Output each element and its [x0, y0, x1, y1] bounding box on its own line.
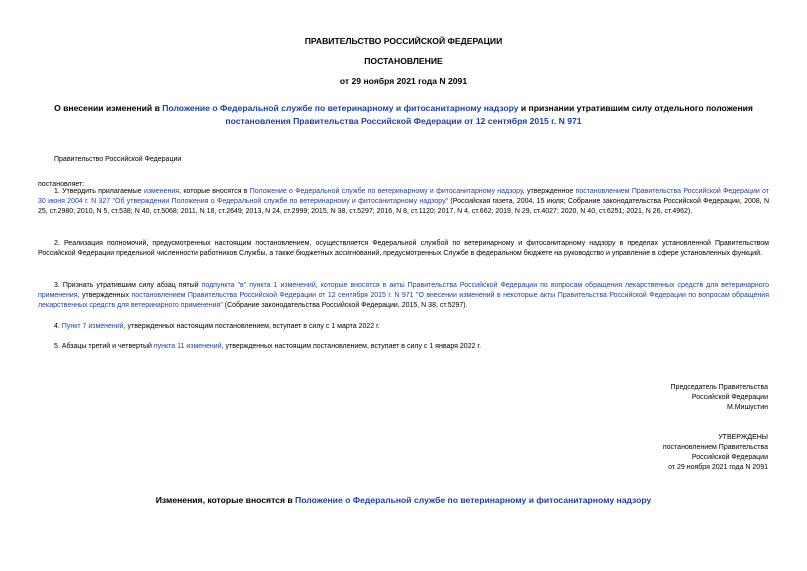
p4-text-b: , утвержденных настоящим постановлением, вступает в силу с 1 марта 2022 г. [123, 323, 380, 330]
approval-line-1: УТВЕРЖДЕНЫ [718, 434, 768, 441]
title-text-mid: и признании утратившим силу отдельного положения [518, 103, 753, 113]
approval-line-3: Российской Федерации [691, 454, 768, 461]
changes-text-pre: Изменения, которые вносятся в [155, 495, 296, 505]
title-link-decree-971[interactable]: постановления Правительства Российской Федерации от 12 сентября 2015 г. N 971 [225, 116, 582, 126]
p1-text-a: 1. Утвердить прилагаемые [54, 188, 144, 195]
approval-line-4: от 29 ноября 2021 года N 2091 [668, 464, 768, 471]
p5-text-a: 5. Абзацы третий и четвертый [54, 343, 154, 350]
p1-link-decree-327[interactable]: постановлением Правительства Российской Федерации от 30 июня 2004 г. N 327 "Об утверждении Положения о Федеральной службе по ветеринарному и фитосанитарному надзору" [38, 188, 769, 205]
p3-text-a: 3. Признать утратившим силу абзац пятый [54, 282, 202, 289]
paragraph-3 [38, 281, 769, 311]
paragraph-4 [38, 322, 769, 332]
government-header: ПРАВИТЕЛЬСТВО РОССИЙСКОЙ ФЕДЕРАЦИИ [304, 36, 503, 46]
approval-block [663, 433, 768, 473]
intro-text: Правительство Российской Федерации [54, 156, 182, 163]
document-title [30, 102, 777, 128]
decree-word: постановляет: [38, 181, 85, 188]
paragraph-5 [38, 342, 769, 352]
paragraph-2: 2. Реализация полномочий, предусмотренных настоящим постановлением, осуществляется Федеральной службой по ветеринарному и фитосанитарному надзору в пределах установленной Правительством Российской Федерации предельной численности работников Службы, а также бюджетных ассигнований, предусмотренных Службе в федеральном бюджете на руководство и управление в сфере установленных функций. [38, 240, 769, 257]
changes-heading [0, 495, 807, 505]
p3-link-subparagraph[interactable]: подпункта "в" пункта 1 изменений, которые вносятся в акты Правительства Российской Федерации по вопросам обращения лекарственных средств для ветеринарного применения [38, 282, 769, 299]
p3-link-decree-971[interactable]: постановлением Правительства Российской Федерации от 12 сентября 2015 г. N 971 "О внесении изменений в некоторые акты Правительства Российской Федерации по вопросам обращения лекарственных средств для ветеринарного применения" [38, 292, 769, 309]
signature-line-3: М.Мишустин [726, 404, 768, 411]
title-link-regulation[interactable]: Положение о Федеральной службе по ветеринарному и фитосанитарному надзору [162, 103, 519, 113]
p1-text-c: , утвержденное [522, 188, 576, 195]
document-type: ПОСТАНОВЛЕНИЕ [364, 56, 443, 66]
changes-link-regulation[interactable]: Положение о Федеральной службе по ветеринарному и фитосанитарному надзору [295, 495, 652, 505]
signature-block [671, 383, 768, 413]
title-text-pre: О внесении изменений в [54, 103, 163, 113]
approval-line-2: постановлением Правительства [662, 444, 768, 451]
signature-line-1: Председатель Правительства [670, 384, 768, 391]
signature-line-2: Российской Федерации [691, 394, 768, 401]
p3-text-b: , утвержденных [77, 292, 132, 299]
p3-text-c: (Собрание законодательства Российской Федерации, 2015, N 38, ст.5297). [222, 302, 468, 309]
document-date: от 29 ноября 2021 года N 2091 [339, 76, 468, 86]
p4-text-a: 4. [54, 323, 62, 330]
p5-link-item-11[interactable]: пункта 11 изменений [153, 343, 222, 350]
p4-link-item-7[interactable]: Пункт 7 изменений [61, 323, 124, 330]
p1-link-regulation[interactable]: Положение о Федеральной службе по ветеринарному и фитосанитарному надзору [249, 188, 523, 195]
p1-text-b: , которые вносятся в [179, 188, 250, 195]
p5-text-b: , утвержденных настоящим постановлением, вступает в силу с 1 января 2022 г. [221, 343, 482, 350]
p1-link-changes[interactable]: изменения [143, 188, 180, 195]
paragraph-1 [38, 187, 769, 217]
p1-text-d: (Российская газета, 2004, 15 июля; Собрание законодательства Российской Федерации, 2008, N 25, ст.2980; 2010, N 5, ст.538; N 40, ст.5068; 2011, N 18, ст.2649; 2013, N 24, ст.2999; 2015, N 38, ст.5297; 2016, N 8, ст.1120; 2017, N 4, ст.662; 2019, N 29, ст.4027; 2020, N 40, ст.6251; 2021, N 26, ст.4962). [38, 198, 770, 215]
